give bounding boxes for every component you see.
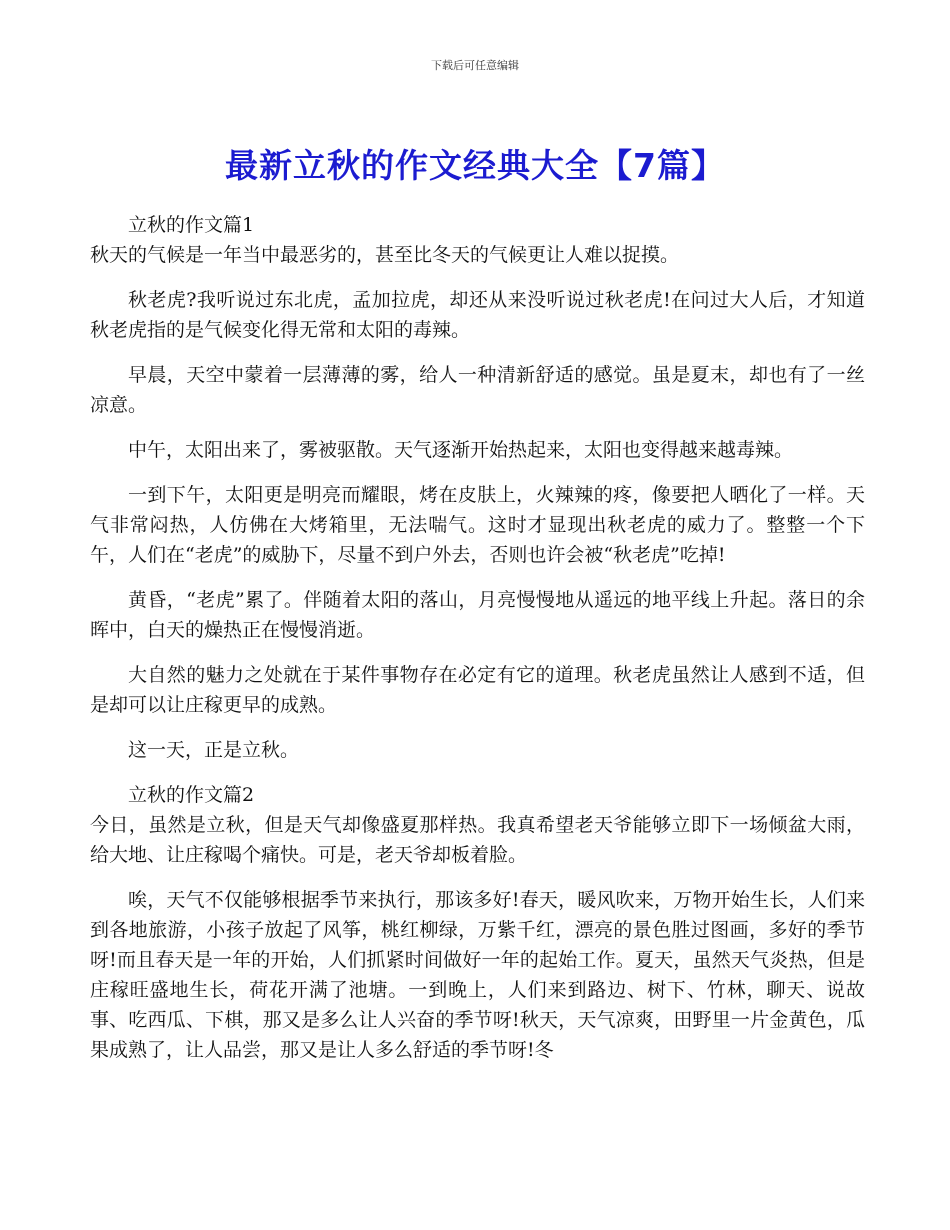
- paragraph: 一到下午，太阳更是明亮而耀眼，烤在皮肤上，火辣辣的疼，像要把人晒化了一样。天气非常闷热，人仿佛在大烤箱里，无法喘气。这时才显现出秋老虎的威力了。整整一个下午，人们在“老虎”的威胁下，尽量不到户外去，否则也许会被“秋老虎”吃掉!: [90, 484, 865, 566]
- paragraph: 黄昏，“老虎”累了。伴随着太阳的落山，月亮慢慢地从遥远的地平线上升起。落日的余晖中，白天的燥热正在慢慢消逝。: [90, 589, 865, 641]
- document-title: 最新立秋的作文经典大全【7篇】: [225, 146, 725, 185]
- paragraph: 中午，太阳出来了，雾被驱散。天气逐渐开始热起来，太阳也变得越来越毒辣。: [128, 439, 794, 461]
- document-body: [90, 210, 865, 1080]
- paragraph: 大自然的魅力之处就在于某件事物存在必定有它的道理。秋老虎虽然让人感到不适，但是却可以让庄稼更早的成熟。: [90, 664, 865, 716]
- section-heading-1: 立秋的作文篇1: [128, 214, 255, 236]
- paragraph: 今日，虽然是立秋，但是天气却像盛夏那样热。我真希望老天爷能够立即下一场倾盆大雨，给大地、让庄稼喝个痛快。可是，老天爷却板着脸。: [90, 814, 865, 866]
- page-header-note: 下载后可任意编辑: [431, 59, 519, 72]
- paragraph: 早晨，天空中蒙着一层薄薄的雾，给人一种清新舒适的感觉。虽是夏末，却也有了一丝凉意。: [90, 364, 865, 416]
- paragraph: 秋老虎?我听说过东北虎，孟加拉虎，却还从来没听说过秋老虎!在问过大人后，才知道秋老虎指的是气候变化得无常和太阳的毒辣。: [90, 289, 865, 341]
- section-heading-2: 立秋的作文篇2: [128, 784, 255, 806]
- paragraph: 秋天的气候是一年当中最恶劣的，甚至比冬天的气候更让人难以捉摸。: [90, 244, 680, 266]
- paragraph: 这一天，正是立秋。: [128, 739, 300, 761]
- paragraph: 唉，天气不仅能够根据季节来执行，那该多好!春天，暖风吹来，万物开始生长，人们来到各地旅游，小孩子放起了风筝，桃红柳绿，万紫千红，漂亮的景色胜过图画，多好的季节呀!而且春天是一年的开始，人们抓紧时间做好一年的起始工作。夏天，虽然天气炎热，但是庄稼旺盛地生长，荷花开满了池塘。一到晚上，人们来到路边、树下、竹林，聊天、说故事、吃西瓜、下棋，那又是多么让人兴奋的季节呀!秋天，天气凉爽，田野里一片金黄色，瓜果成熟了，让人品尝，那又是让人多么舒适的季节呀!冬: [90, 889, 865, 1061]
